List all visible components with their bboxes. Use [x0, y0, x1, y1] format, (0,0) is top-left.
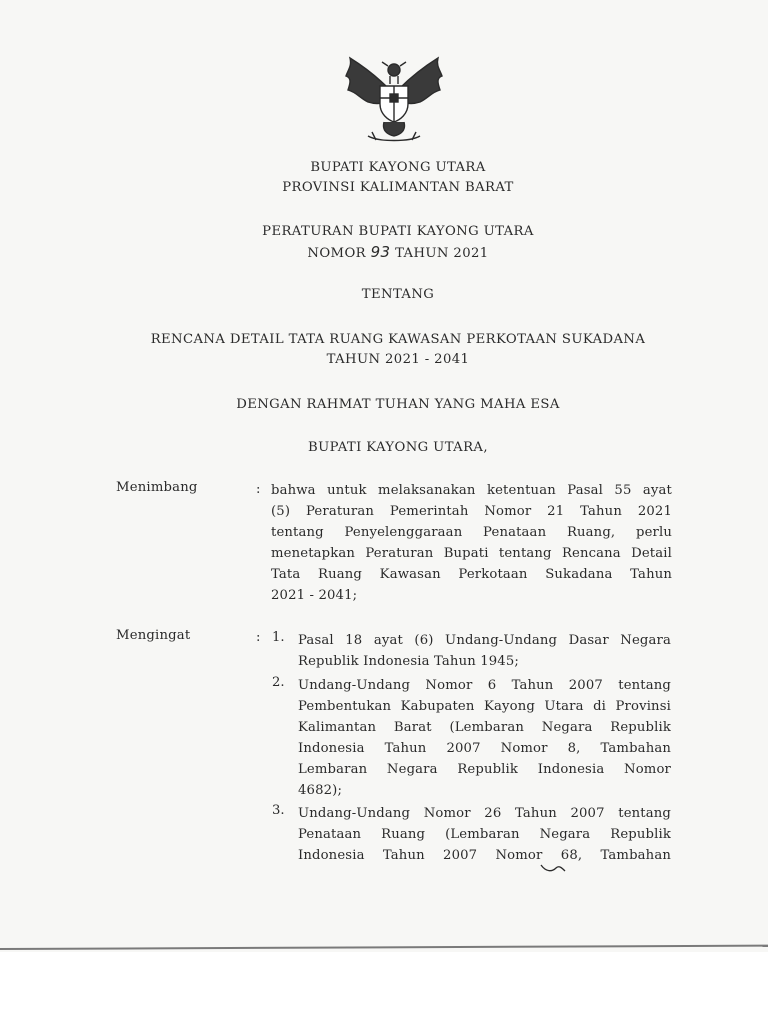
mengingat-item-2 — [298, 675, 671, 801]
mengingat-line: Undang-Undang Nomor 26 Tahun 2007 tentang — [298, 806, 671, 821]
mengingat-item-1 — [298, 630, 671, 672]
menimbang-line: menetapkan Peraturan Bupati tentang Rencana Detail — [271, 546, 672, 561]
authority: BUPATI KAYONG UTARA, — [308, 440, 488, 455]
mengingat-item-3 — [298, 803, 671, 866]
mengingat-item-number: 3. — [272, 803, 285, 818]
paraf-mark-icon — [540, 862, 566, 874]
menimbang-colon: : — [256, 482, 261, 497]
nomor-handwritten-number: 93 — [370, 243, 391, 261]
menimbang-line: (5) Peraturan Pemerintah Nomor 21 Tahun 2021 — [271, 504, 672, 519]
subject-line-2: TAHUN 2021 - 2041 — [326, 352, 470, 367]
mengingat-item-number: 2. — [272, 675, 285, 690]
mengingat-line: Penataan Ruang (Lembaran Negara Republik — [298, 827, 671, 842]
tentang-heading: TENTANG — [361, 287, 435, 302]
header-line-2: PROVINSI KALIMANTAN BARAT — [282, 180, 514, 195]
menimbang-line: Tata Ruang Kawasan Perkotaan Sukadana Tahun — [271, 567, 672, 582]
mengingat-colon: : — [256, 630, 261, 645]
nomor-suffix: TAHUN 2021 — [390, 246, 489, 261]
mengingat-line: Lembaran Negara Republik Indonesia Nomor — [298, 762, 671, 777]
mengingat-line: Indonesia Tahun 2007 Nomor 8, Tambahan — [298, 741, 671, 756]
mengingat-line: Indonesia Tahun 2007 Nomor 68, Tambahan — [298, 848, 671, 863]
mengingat-line: Republik Indonesia Tahun 1945; — [298, 654, 519, 669]
regulation-number — [0, 243, 768, 261]
mengingat-line: 4682); — [298, 783, 343, 798]
regulation-title: PERATURAN BUPATI KAYONG UTARA — [262, 224, 534, 239]
menimbang-line: tentang Penyelenggaraan Penataan Ruang, perlu — [271, 525, 672, 540]
header-line-1: BUPATI KAYONG UTARA — [310, 160, 486, 175]
mengingat-line: Undang-Undang Nomor 6 Tahun 2007 tentang — [298, 678, 671, 693]
garuda-emblem-icon — [338, 48, 450, 148]
subject-line-1: RENCANA DETAIL TATA RUANG KAWASAN PERKOTAAN SUKADANA — [150, 332, 646, 347]
menimbang-text — [271, 480, 672, 606]
menimbang-line: bahwa untuk melaksanakan ketentuan Pasal 55 ayat — [271, 483, 672, 498]
menimbang-line: 2021 - 2041; — [271, 588, 358, 603]
nomor-prefix: NOMOR — [307, 246, 371, 261]
invocation: DENGAN RAHMAT TUHAN YANG MAHA ESA — [236, 397, 560, 412]
mengingat-line: Kalimantan Barat (Lembaran Negara Republik — [298, 720, 671, 735]
mengingat-line: Pasal 18 ayat (6) Undang-Undang Dasar Negara — [298, 633, 671, 648]
mengingat-label: Mengingat — [116, 628, 191, 643]
mengingat-line: Pembentukan Kabupaten Kayong Utara di Provinsi — [298, 699, 671, 714]
mengingat-item-number: 1. — [272, 630, 285, 645]
menimbang-label: Menimbang — [116, 480, 198, 495]
